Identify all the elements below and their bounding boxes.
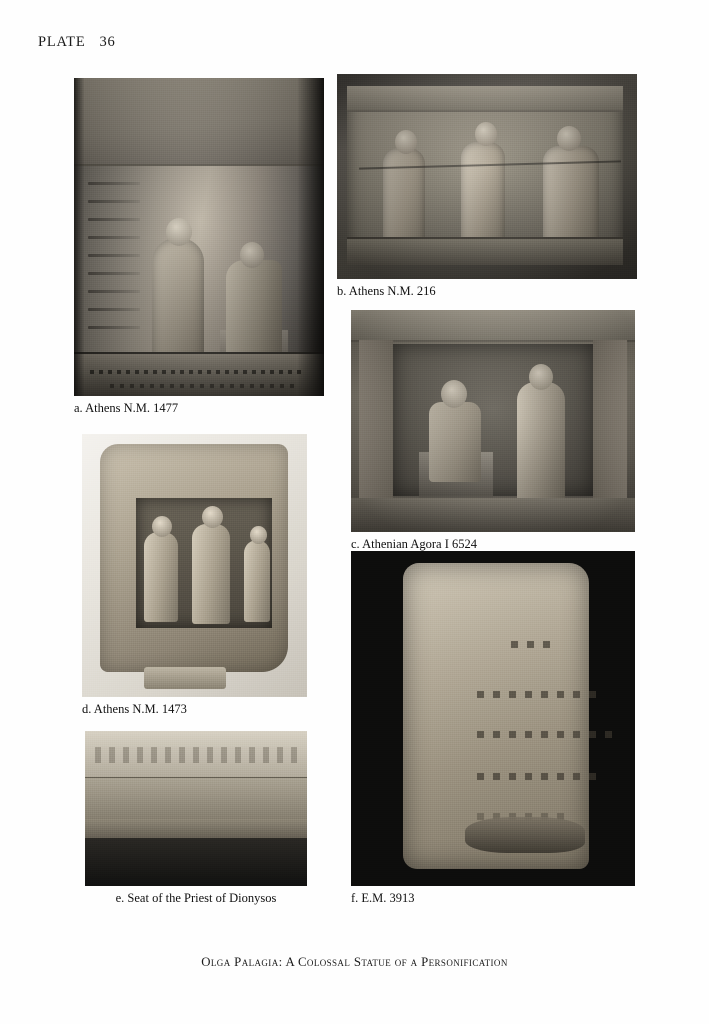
page-footer: Olga Palagia: A Colossal Statue of a Personification (201, 955, 508, 969)
broken-lower-edge (465, 817, 585, 853)
figure-c-photo (351, 310, 635, 532)
figure-c-caption: c. Athenian Agora I 6524 (351, 537, 478, 551)
figure-a (74, 78, 324, 416)
figure-f (351, 551, 635, 906)
inscription-line-3 (477, 731, 613, 738)
figure-e-caption: e. Seat of the Priest of Dionysos (115, 891, 277, 905)
plate-number: 36 (99, 34, 116, 50)
base-inscription-line-1 (90, 370, 305, 374)
figure-f-photo (351, 551, 635, 886)
inscription-line-2 (477, 691, 603, 698)
photo-right-shadow (298, 78, 324, 396)
inscribed-stele (403, 563, 589, 869)
throne-seat-face (85, 777, 307, 820)
pilaster-left (359, 340, 393, 502)
inscription-column (88, 182, 140, 377)
figure-left-head (395, 130, 417, 154)
figure-f-caption: f. E.M. 3913 (351, 891, 415, 905)
stele-top-moulding (74, 78, 324, 166)
figure-d-caption: d. Athens N.M. 1473 (82, 702, 187, 716)
standing-attendant (517, 382, 565, 502)
figure-center-head (475, 122, 497, 146)
relief-frame (347, 86, 623, 265)
stele-base (74, 352, 324, 396)
figure-b-photo (337, 74, 637, 279)
pilaster-right (593, 340, 627, 502)
carved-ornament (95, 747, 297, 763)
figure-right-head (557, 126, 581, 151)
figure-d (82, 434, 307, 717)
photo-left-shadow (74, 78, 84, 396)
nymph-right (244, 540, 270, 622)
naiskos-pediment (351, 310, 635, 342)
seated-deity (429, 402, 481, 482)
nymph-right-head (250, 526, 267, 544)
figure-a-caption: a. Athens N.M. 1477 (74, 401, 179, 415)
figure-e (85, 731, 307, 906)
figure-c (351, 310, 635, 552)
display-pedestal (144, 667, 226, 689)
nymph-center-head (202, 506, 223, 528)
figure-e-photo (85, 731, 307, 886)
figure-b-caption: b. Athens N.M. 216 (337, 284, 436, 298)
inscription-line-4 (477, 773, 597, 780)
inscription-line-1 (511, 641, 557, 648)
standing-figure-head (166, 218, 192, 246)
photo-shadow-area (85, 838, 307, 886)
base-inscription-line-2 (110, 384, 300, 388)
throne-upper-moulding (85, 731, 307, 777)
nymph-left (144, 532, 178, 622)
seated-deity-head (441, 380, 467, 408)
nymph-center (192, 524, 230, 624)
plate-label: PLATE (38, 34, 86, 50)
rock-block (100, 444, 288, 672)
figure-d-photo (82, 434, 307, 697)
relief-ground-line (347, 237, 623, 265)
figure-a-photo (74, 78, 324, 396)
seated-figure-head (240, 242, 264, 268)
figure-b (337, 74, 637, 299)
nymph-left-head (152, 516, 172, 537)
naiskos-base (351, 498, 635, 532)
plate-header (38, 34, 116, 51)
relief-lintel (347, 86, 623, 112)
standing-attendant-head (529, 364, 553, 390)
